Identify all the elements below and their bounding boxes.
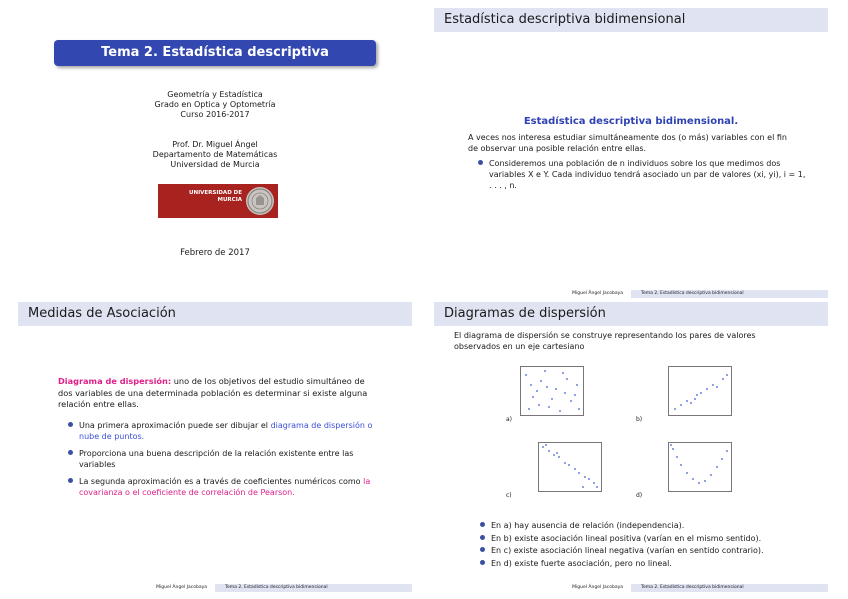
frame-title: Estadística descriptiva bidimensional [434,8,828,32]
footer [434,290,828,298]
bullet-item [68,448,389,470]
footer-author: Miguel Ángel Jacobaya [156,585,207,590]
bullet-text: Consideremos una población de n individuos sobre los que medimos dos variables X e Y. Cada individuo tendrá asociado un par de valores (xi, yi), i = 1, . . . , n. [489,159,806,190]
bullet-icon [68,478,73,483]
footer-title: Tema 2. Estadística descriptiva bidimensional [631,290,828,298]
author-line: Departamento de Matemáticas [152,150,278,159]
course-info [18,90,412,120]
bullet-item [68,420,389,442]
link-text[interactable]: diagrama de dispersión o nube de puntos. [79,421,373,441]
logo-line: UNIVERSIDAD DE [189,190,242,196]
bullet-item [480,558,820,571]
plot-label: c) [506,492,512,499]
bullet-item [68,476,389,498]
conclusion-list [480,520,820,570]
slide-medidas [18,302,412,592]
author-info [18,140,412,170]
plot-label: d) [636,492,643,499]
bullet-text: En d) existe fuerte asociación, pero no lineal. [491,558,672,568]
university-logo [158,184,278,218]
link-text[interactable]: la covarianza o el coeficiente de correlación de Pearson. [79,477,371,497]
bullet-text: Una primera aproximación puede ser dibujar el [79,421,269,430]
footer [434,584,828,592]
frame-title: Diagramas de dispersión [434,302,828,326]
slide-estadistica [434,8,828,298]
bullet-icon [478,160,483,165]
logo-line: MURCIA [217,197,242,203]
intro-paragraph: El diagrama de dispersión se construye representando los pares de valores observados en un eje cartesiano [454,331,756,351]
bullet-text: Proporciona una buena descripción de la relación existente entre las variables [79,449,354,469]
slide-diagramas [434,302,828,592]
footer [18,584,412,592]
intro-paragraph: A veces nos interesa estudiar simultáneamente dos (o más) variables con el fin de observar una posible relación entre ellas. [468,133,787,153]
bullet-icon [68,422,73,427]
author-line: Universidad de Murcia [170,160,260,169]
bullet-item [480,520,820,533]
course-line: Curso 2016-2017 [180,110,250,119]
intro-paragraph [58,376,378,411]
course-line: Geometría y Estadística [167,90,263,99]
bullet-item [478,158,809,191]
scatter-plot-b [668,366,732,416]
course-line: Grado en Optica y Optometría [154,100,276,109]
plot-label: a) [506,416,513,423]
author-line: Prof. Dr. Miguel Ángel [172,140,258,149]
bullet-icon [480,535,485,540]
slide-title-box: Tema 2. Estadística descriptiva bidimensional [54,40,376,66]
seal-icon [246,187,274,215]
bullet-icon [480,560,485,565]
intro-text: uno de los objetivos del estudio simultáneo de dos variables de una determinada población es determinar si existe alguna relación entre ellas. [58,376,368,409]
bullet-item [480,545,820,558]
bullet-icon [480,547,485,552]
bullet-icon [480,522,485,527]
bullet-text: La segunda aproximación es a través de coeficientes numéricos como [79,477,361,486]
footer-author: Miguel Ángel Jacobaya [572,585,623,590]
scatter-plot-c [538,442,602,492]
bullet-text: En a) hay ausencia de relación (independencia). [491,521,685,530]
footer-author: Miguel Ángel Jacobaya [572,291,623,296]
slide-title [18,8,412,298]
highlight-term: Diagrama de dispersión: [58,376,172,386]
bullet-icon [68,450,73,455]
footer-title: Tema 2. Estadística descriptiva bidimensional [215,584,412,592]
logo-text [164,190,242,204]
scatter-plot-d [668,442,732,492]
bullet-item [480,533,820,546]
scatter-plot-a [520,366,584,416]
bullet-text: En c) existe asociación lineal negativa (varían en sentido contrario). [491,546,764,555]
plot-label: b) [636,416,643,423]
section-heading: Estadística descriptiva bidimensional. [523,116,739,127]
scatter-plots [500,358,762,514]
date: Febrero de 2017 [180,248,250,258]
footer-title: Tema 2. Estadística descriptiva bidimensional [631,584,828,592]
bullet-text: En b) existe asociación lineal positiva (varían en el mismo sentido). [491,533,762,543]
frame-title: Medidas de Asociación [18,302,412,326]
